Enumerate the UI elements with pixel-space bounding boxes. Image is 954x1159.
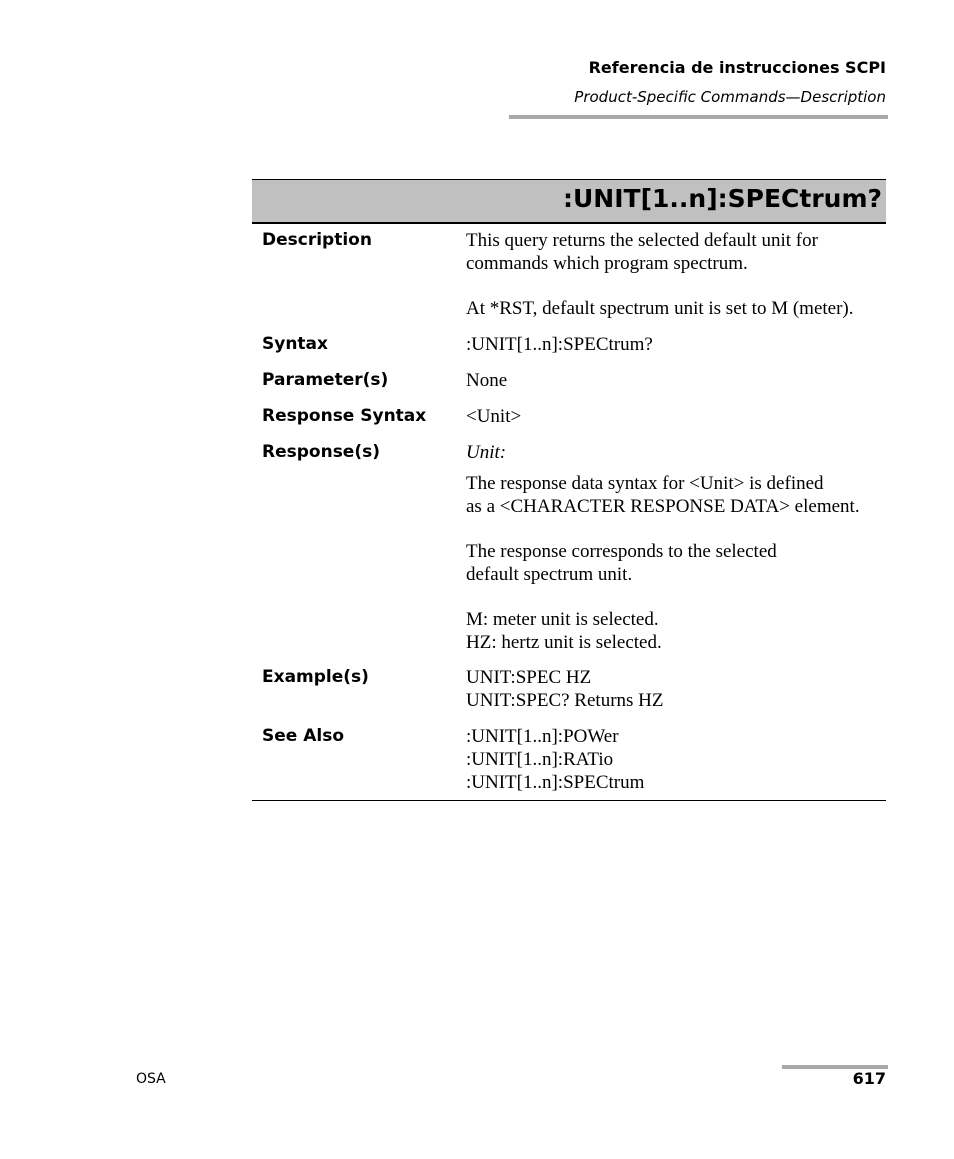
response-line: The response data syntax for <Unit> is defined	[466, 473, 824, 494]
parameters-text: None	[466, 370, 508, 391]
parameters-label: Parameter(s)	[262, 370, 389, 390]
response-syntax-text: <Unit>	[466, 406, 522, 427]
syntax-label: Syntax	[262, 334, 328, 354]
response-line: as a <CHARACTER RESPONSE DATA> element.	[466, 496, 860, 517]
parameters-value	[466, 369, 886, 392]
syntax-text: :UNIT[1..n]:SPECtrum?	[466, 334, 653, 355]
running-header-subtitle: Product-Specific Commands—Description	[574, 88, 886, 106]
see-also-label: See Also	[262, 726, 345, 746]
responses-value	[466, 441, 886, 654]
response-line: HZ: hertz unit is selected.	[466, 632, 662, 653]
see-also-link[interactable]: :UNIT[1..n]:RATio	[466, 749, 614, 770]
response-line: The response corresponds to the selected	[466, 541, 777, 562]
description-line: This query returns the selected default unit for	[466, 230, 818, 251]
description-line: At *RST, default spectrum unit is set to M (meter).	[466, 298, 854, 319]
header-rule	[509, 115, 888, 119]
page-number: 617	[852, 1069, 886, 1088]
footer-product-name: OSA	[136, 1071, 166, 1087]
response-line: M: meter unit is selected.	[466, 609, 659, 630]
response-syntax-label: Response Syntax	[262, 406, 427, 426]
responses-label: Response(s)	[262, 442, 380, 462]
response-syntax-value	[466, 405, 886, 428]
response-parameter-name: Unit:	[466, 442, 507, 463]
see-also-link[interactable]: :UNIT[1..n]:SPECtrum	[466, 772, 645, 793]
examples-label: Example(s)	[262, 667, 369, 687]
table-bottom-rule	[252, 800, 886, 801]
response-line: default spectrum unit.	[466, 564, 633, 585]
description-label: Description	[262, 230, 372, 250]
command-title-bar	[252, 179, 886, 224]
description-line: commands which program spectrum.	[466, 253, 748, 274]
examples-value	[466, 666, 886, 712]
example-line: UNIT:SPEC HZ	[466, 667, 592, 688]
description-value	[466, 229, 886, 320]
command-title: :UNIT[1..n]:SPECtrum?	[563, 184, 882, 213]
see-also-link[interactable]: :UNIT[1..n]:POWer	[466, 726, 619, 747]
example-line: UNIT:SPEC? Returns HZ	[466, 690, 664, 711]
running-header-title: Referencia de instrucciones SCPI	[588, 58, 886, 77]
syntax-value	[466, 333, 886, 356]
see-also-value	[466, 725, 886, 794]
